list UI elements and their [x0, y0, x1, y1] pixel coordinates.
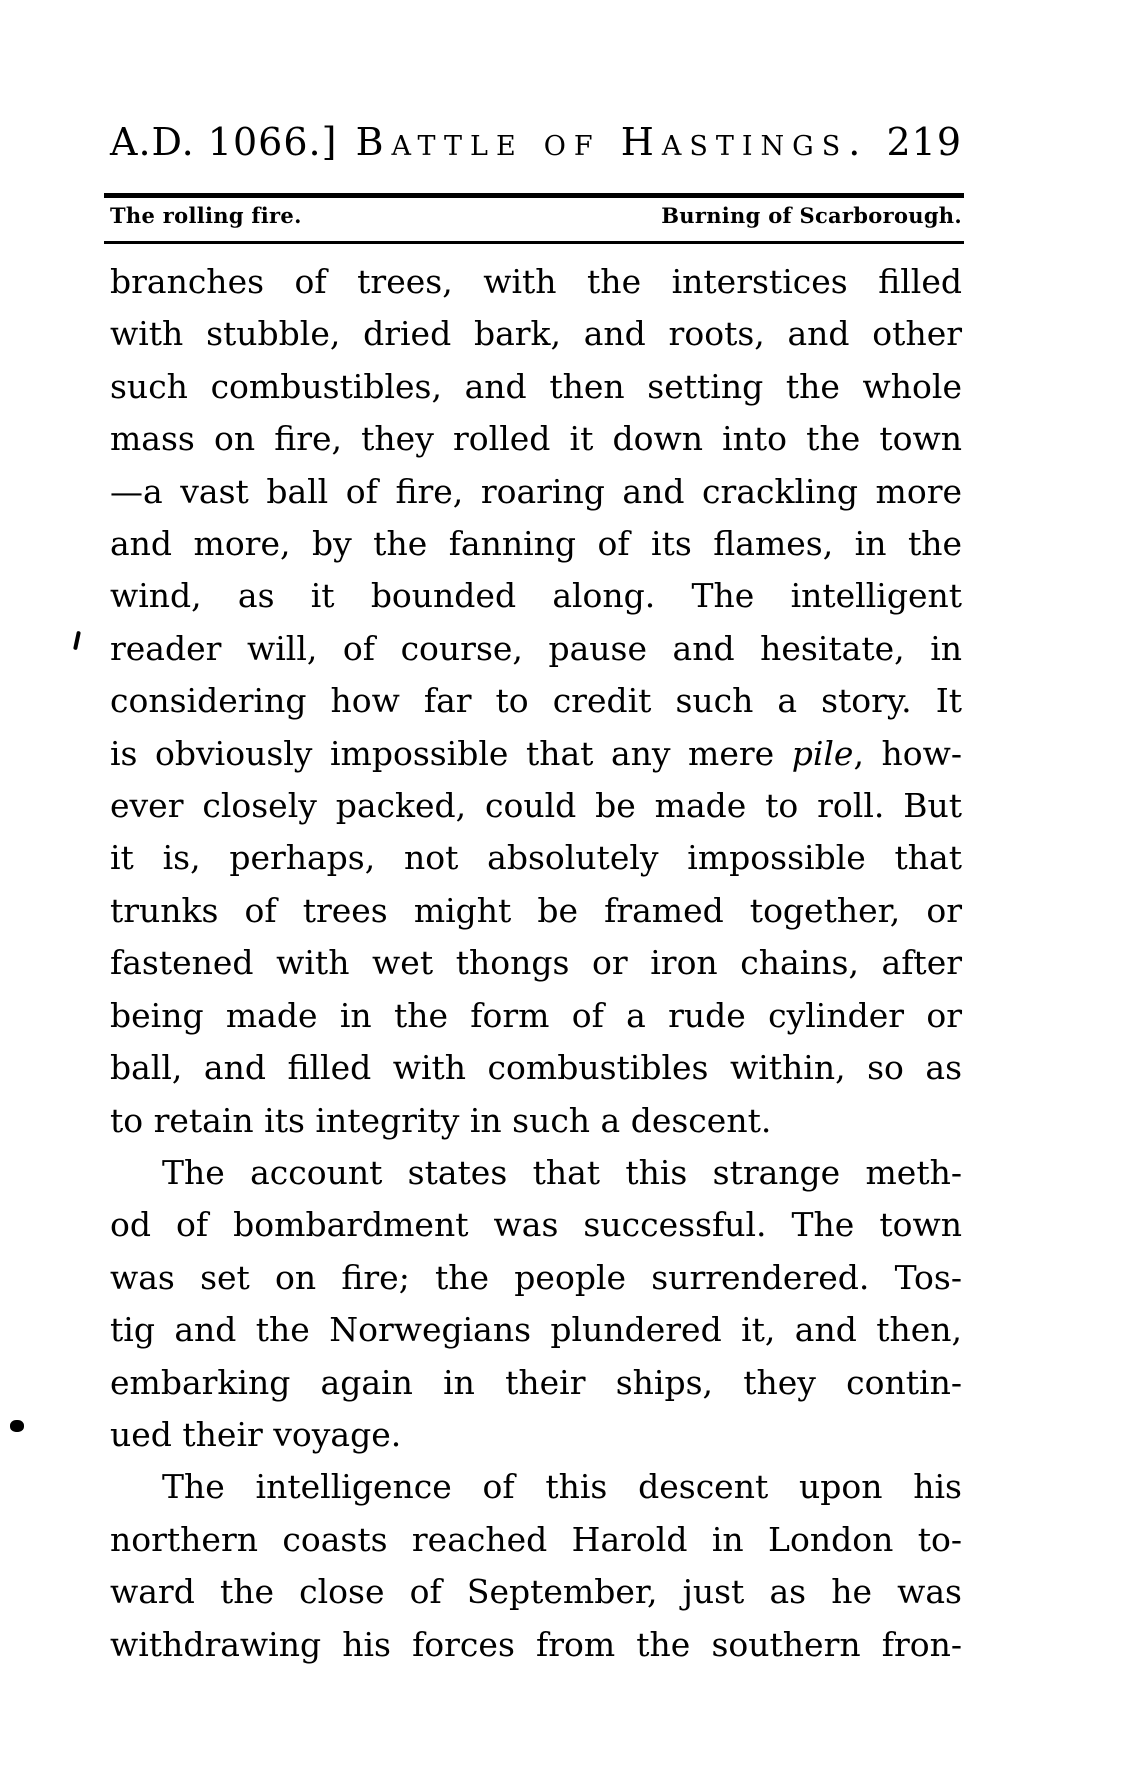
text-line: embarking again in their ships, they contin-: [110, 1362, 962, 1402]
text-line: and more, by the fanning of its flames, in the: [110, 524, 962, 564]
text-line: considering how far to credit such a story. It: [110, 681, 962, 721]
text-line: tig and the Norwegians plundered it, and then,: [110, 1310, 962, 1350]
text-line: was set on fire; the people surrendered. Tos-: [110, 1257, 962, 1297]
text-line: [110, 728, 962, 780]
running-header: [110, 120, 962, 164]
text-line: ball, and filled with combustibles within, so as: [110, 1048, 962, 1088]
text-line: it is, perhaps, not absolutely impossible that: [110, 838, 962, 878]
text-line: to retain its integrity in such a descent.: [110, 1100, 772, 1140]
sidenote-right: Burning of Scarborough.: [661, 203, 962, 228]
text-line: fastened with wet thongs or iron chains, after: [110, 943, 962, 983]
header-rule-top: [104, 193, 964, 198]
text-line: wind, as it bounded along. The intelligent: [110, 576, 962, 616]
text-line: —a vast ball of fire, roaring and crackling more: [110, 471, 962, 511]
text-line: trunks of trees might be framed together, or: [110, 890, 962, 930]
running-head-title: Battle of Hastings.: [355, 120, 869, 164]
text-line: reader will, of course, pause and hesitate, in: [110, 628, 962, 668]
text-line: such combustibles, and then setting the whole: [110, 366, 962, 406]
body-text: [110, 256, 962, 1671]
ink-mark-dot: [10, 1420, 24, 1432]
text-line: The intelligence of this descent upon his: [162, 1467, 962, 1507]
text-line: with stubble, dried bark, and roots, and other: [110, 314, 962, 354]
text-line: branches of trees, with the interstices filled: [110, 262, 962, 301]
sidenote-row: [110, 203, 962, 228]
text-line: ward the close of September, just as he was: [110, 1572, 962, 1612]
page-number: 219: [886, 120, 962, 164]
text-line: withdrawing his forces from the southern fron-: [110, 1624, 962, 1664]
running-head-date: A.D. 1066.]: [110, 120, 338, 164]
ink-mark-tick: [73, 631, 81, 650]
text-line: northern coasts reached Harold in London to-: [110, 1519, 962, 1559]
sidenote-left: The rolling fire.: [110, 203, 302, 228]
text-line: ued their voyage.: [110, 1414, 402, 1454]
header-rule-bottom: [104, 241, 964, 244]
text-line: The account states that this strange meth-: [162, 1152, 962, 1192]
italic-word: pile: [791, 733, 854, 773]
text-line: mass on fire, they rolled it down into the town: [110, 419, 962, 459]
text-line: od of bombardment was successful. The town: [110, 1205, 962, 1245]
text-line: ever closely packed, could be made to roll. But: [110, 786, 962, 826]
text-segment: , how-: [853, 733, 962, 773]
text-segment: is obviously impossible that any mere: [110, 733, 792, 773]
text-line: being made in the form of a rude cylinder or: [110, 995, 962, 1035]
